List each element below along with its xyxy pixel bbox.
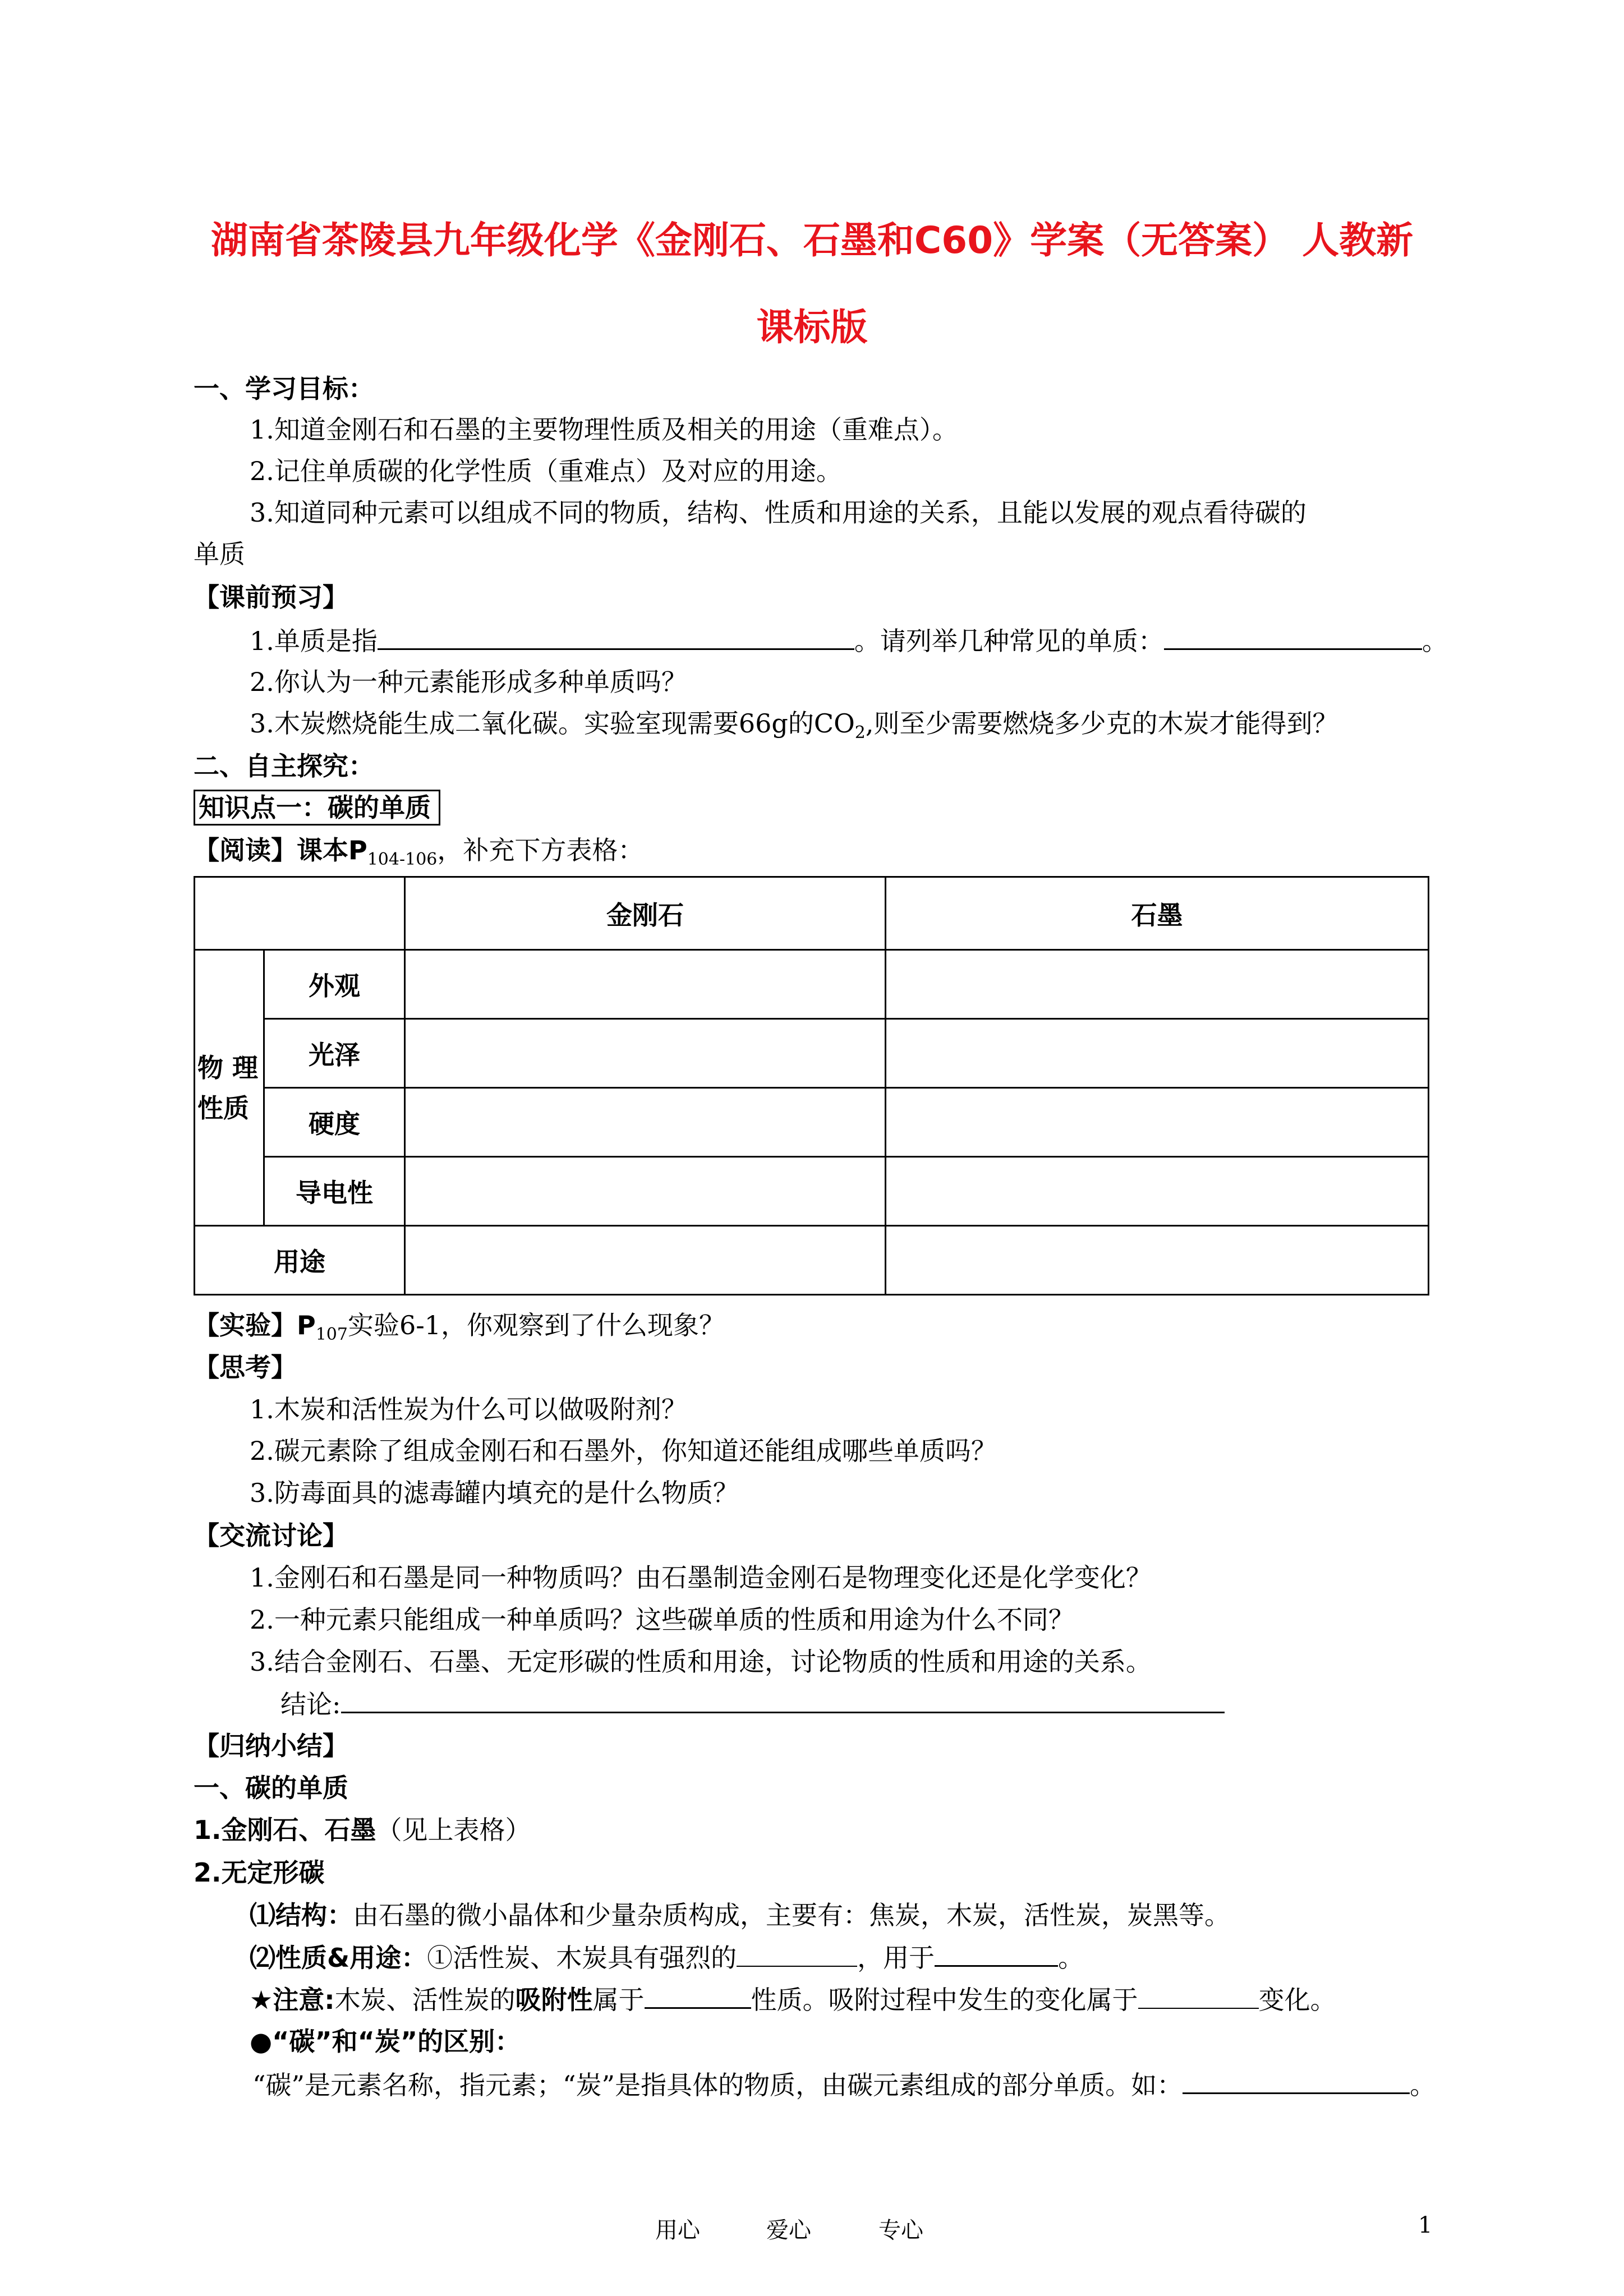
fill-blank[interactable]	[737, 1941, 857, 1967]
carbon-difference-end: 。	[1410, 2070, 1436, 2100]
preview-question-2: 2.你认为一种元素能形成多种单质吗？	[250, 667, 687, 697]
think-item: 3.防毒面具的滤毒罐内填充的是什么物质？	[250, 1478, 739, 1508]
section-heading-summary: 【归纳小结】	[194, 1731, 348, 1761]
table-cell-input[interactable]	[405, 1226, 886, 1295]
summary-item-diamond-graphite	[194, 1813, 531, 1847]
table-cell-input[interactable]	[886, 1226, 1429, 1295]
conclusion-label: 结论:	[280, 1689, 341, 1719]
reading-text-b: ，补充下方表格：	[437, 835, 644, 865]
preview-question-1	[250, 624, 1448, 658]
table-cell-input[interactable]	[886, 1088, 1429, 1157]
table-cell-input[interactable]	[405, 1088, 886, 1157]
discuss-item: 2.一种元素只能组成一种单质吗？这些碳单质的性质和用途为什么不同？	[250, 1605, 1074, 1635]
section-heading-explore: 二、自主探究：	[194, 751, 374, 781]
fill-blank[interactable]	[1164, 624, 1422, 650]
page-number: 1	[1418, 2212, 1433, 2238]
footer-text: 爱心	[766, 2217, 811, 2243]
note-adsorption: 吸附性	[515, 1985, 593, 2015]
property-use-text-c: 。	[1058, 1943, 1084, 1973]
table-row-label: 硬度	[264, 1088, 405, 1157]
table-cell-input[interactable]	[886, 1157, 1429, 1226]
discuss-item: 3.结合金刚石、石墨、无定形碳的性质和用途，讨论物质的性质和用途的关系。	[250, 1647, 1152, 1677]
table-row-label: 光泽	[264, 1019, 405, 1088]
note-text-a: 木炭、活性炭的	[334, 1985, 516, 2015]
table-cell-input[interactable]	[405, 1157, 886, 1226]
section-heading-preview: 【课前预习】	[194, 582, 348, 612]
note-label: ★注意:	[250, 1985, 335, 2015]
conclusion-blank[interactable]	[341, 1687, 1225, 1713]
structure-line	[250, 1898, 1230, 1932]
reading-instruction	[194, 833, 643, 877]
property-use-text-b: ，用于	[857, 1943, 935, 1973]
objective-item: 2.记住单质碳的化学性质（重难点）及对应的用途。	[250, 456, 842, 486]
structure-label: ⑴结构：	[250, 1900, 353, 1930]
fill-blank[interactable]	[935, 1940, 1058, 1967]
preview-q3-text-b: ,则至少需要燃烧多少克的木炭才能得到？	[865, 708, 1338, 739]
table-cell-input[interactable]	[886, 1019, 1429, 1088]
summary-item-amorphous: 2.无定形碳	[194, 1857, 325, 1888]
table-header-empty	[195, 877, 405, 950]
preview-question-3	[250, 707, 1338, 750]
structure-text: 由石墨的微小晶体和少量杂质构成，主要有：焦炭，木炭，活性炭，炭黑等。	[353, 1900, 1230, 1930]
note-text-d: 变化。	[1258, 1985, 1336, 2015]
carbon-difference-text: “碳”是元素名称，指元素；“炭”是指具体的物质，由碳元素组成的部分单质。如：	[252, 2070, 1183, 2100]
preview-q1-text-b: 。请列举几种常见的单质：	[854, 626, 1164, 656]
think-item: 2.碳元素除了组成金刚石和石墨外，你知道还能组成哪些单质吗？	[250, 1436, 997, 1466]
co2-subscript: 2	[854, 723, 866, 743]
note-text-b: 属于	[592, 1985, 645, 2015]
table-cell-input[interactable]	[405, 950, 886, 1019]
experiment-page-subscript: 107	[315, 1325, 348, 1344]
preview-q3-text-a: 3.木炭燃烧能生成二氧化碳。实验室现需要66g的CO	[250, 708, 855, 739]
comparison-table	[194, 876, 1429, 1295]
objective-item: 1.知道金刚石和石墨的主要物理性质及相关的用途（重难点）。	[250, 414, 958, 445]
fill-blank[interactable]	[1138, 1983, 1259, 2009]
fill-blank[interactable]	[378, 624, 854, 650]
footer-text: 专心	[878, 2217, 923, 2243]
preview-q1-text-c: 。	[1421, 626, 1448, 656]
note-text-c: 性质。吸附过程中发生的变化属于	[751, 1985, 1138, 2015]
summary-item-note: （见上表格）	[376, 1815, 531, 1845]
objective-item: 3.知道同种元素可以组成不同的物质，结构、性质和用途的关系，且能以发展的观点看待碳的	[250, 497, 1306, 528]
carbon-difference-line	[252, 2068, 1436, 2102]
section-heading-think: 【思考】	[194, 1352, 297, 1382]
footer-text: 用心	[655, 2217, 700, 2243]
experiment-line	[194, 1308, 725, 1352]
property-use-text-a: ①活性炭、木炭具有强烈的	[427, 1943, 737, 1973]
knowledge-point-box	[194, 791, 440, 824]
property-use-line	[250, 1940, 1084, 1975]
fill-blank[interactable]	[1183, 2068, 1410, 2094]
row-group-physical-properties: 物 理 性质	[195, 950, 264, 1226]
section-heading-objectives: 一、学习目标：	[194, 374, 374, 404]
table-cell-input[interactable]	[886, 950, 1429, 1019]
page-range-subscript: 104-106	[367, 850, 438, 869]
summary-item-title: 1.金刚石、石墨	[194, 1815, 376, 1845]
objective-item-continued: 单质	[194, 539, 245, 569]
table-header-diamond: 金刚石	[405, 877, 886, 950]
experiment-text-b: 实验6-1，你观察到了什么现象？	[347, 1310, 725, 1340]
think-item: 1.木炭和活性炭为什么可以做吸附剂？	[250, 1394, 687, 1424]
table-header-graphite: 石墨	[886, 877, 1429, 950]
fill-blank[interactable]	[645, 1983, 751, 2009]
reading-text-a: 【阅读】课本P	[194, 835, 367, 865]
carbon-difference-heading: ●“碳”和“炭”的区别：	[250, 2026, 521, 2057]
document-title-line2: 课标版	[756, 306, 868, 349]
note-line	[250, 1983, 1336, 2017]
discuss-item: 1.金刚石和石墨是同一种物质吗？由石墨制造金刚石是物理变化还是化学变化？	[250, 1562, 1152, 1593]
summary-subheading: 一、碳的单质	[194, 1773, 348, 1803]
preview-q1-text-a: 1.单质是指	[250, 626, 378, 656]
table-row-label: 导电性	[264, 1157, 405, 1226]
table-row-label-use: 用途	[195, 1226, 405, 1295]
conclusion-line	[280, 1687, 1225, 1721]
table-cell-input[interactable]	[405, 1019, 886, 1088]
table-row-label: 外观	[264, 950, 405, 1019]
document-title-line1: 湖南省茶陵县九年级化学《金刚石、石墨和C60》学案（无答案） 人教新	[210, 219, 1414, 262]
property-use-label: ⑵性质&用途：	[250, 1943, 427, 1973]
knowledge-point-label: 知识点一：碳的单质	[194, 790, 440, 826]
experiment-text-a: 【实验】P	[194, 1310, 316, 1340]
section-heading-discuss: 【交流讨论】	[194, 1520, 348, 1551]
